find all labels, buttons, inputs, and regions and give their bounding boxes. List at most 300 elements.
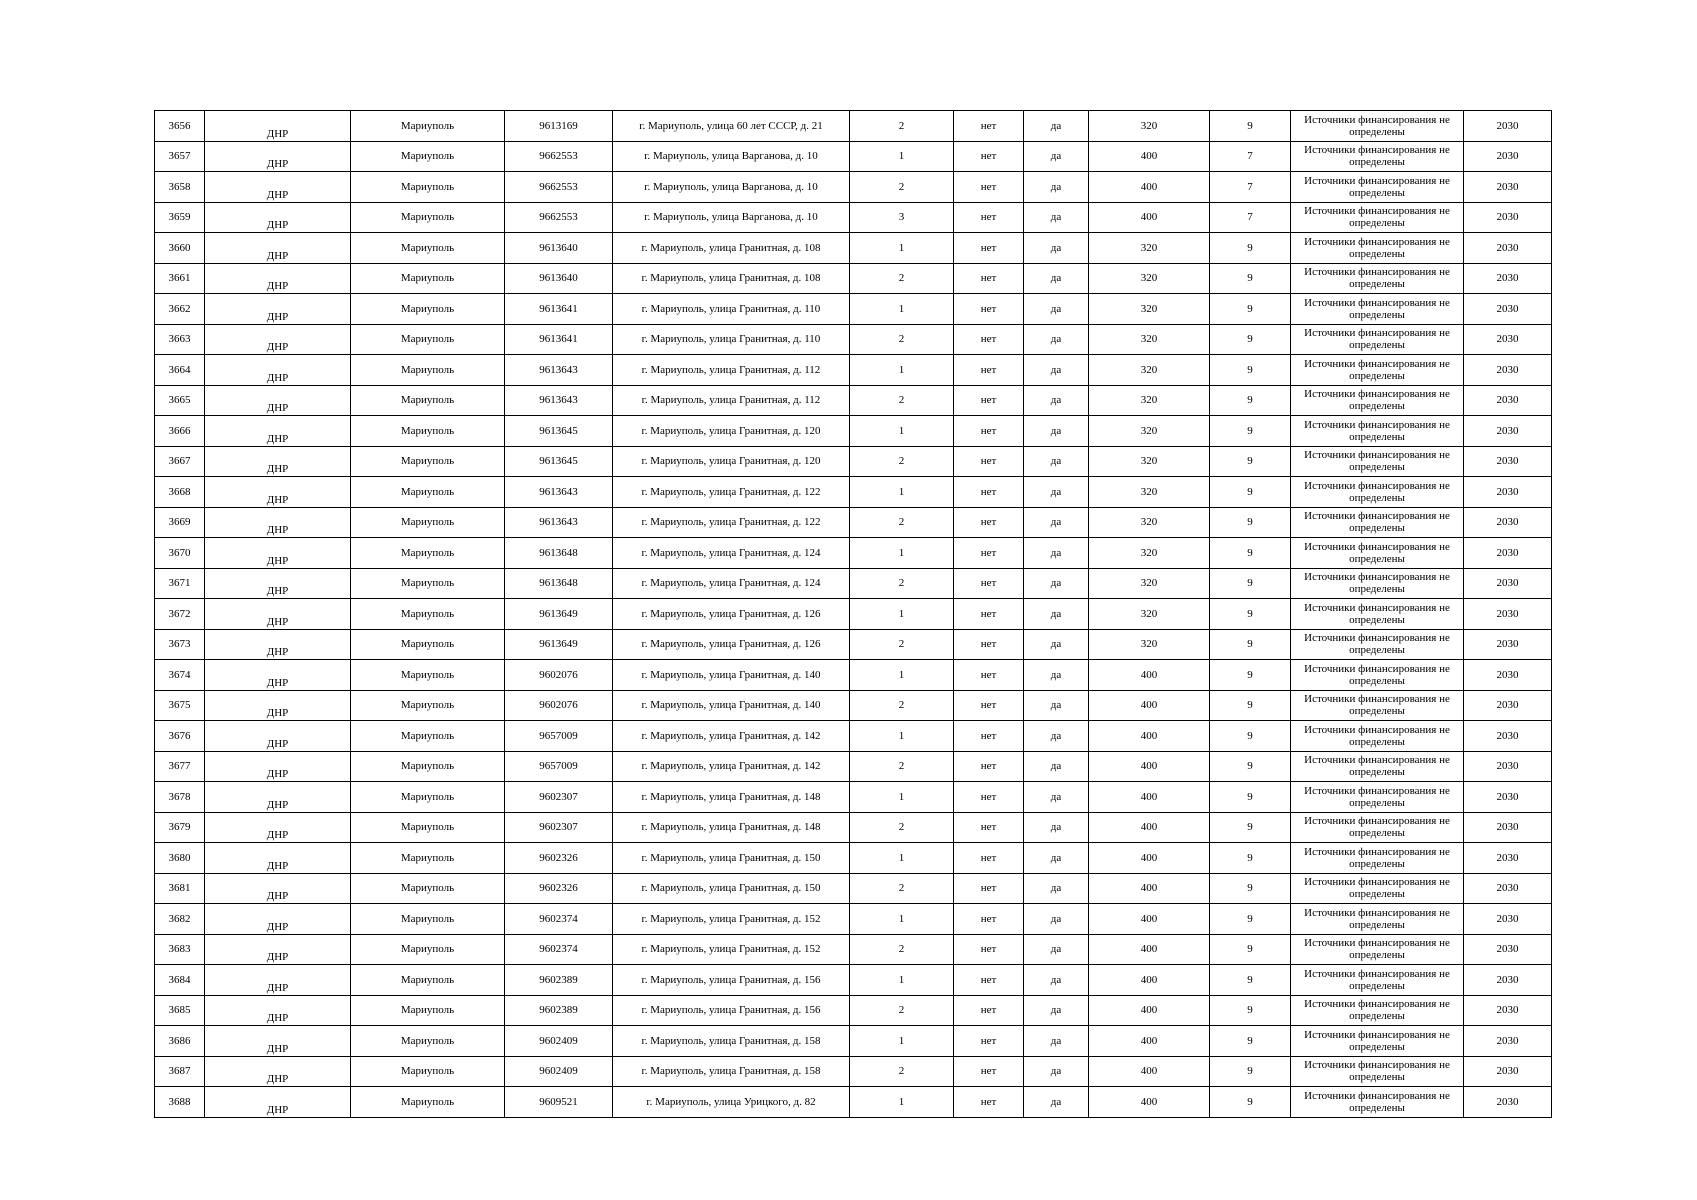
address-cell: г. Мариуполь, улица Гранитная, д. 108 [613,233,850,264]
floors-cell: 9 [1210,355,1291,386]
floors-cell: 9 [1210,538,1291,569]
no-cell: нет [954,1026,1024,1057]
year-cell: 2030 [1464,690,1552,721]
yes-cell: да [1024,1026,1089,1057]
floors-cell: 9 [1210,385,1291,416]
yes-cell: да [1024,1056,1089,1087]
row-number: 3684 [155,965,205,996]
city-cell: Мариуполь [351,202,505,233]
yes-cell: да [1024,202,1089,233]
year-cell: 2030 [1464,538,1552,569]
floors-cell: 9 [1210,324,1291,355]
address-cell: г. Мариуполь, улица Гранитная, д. 122 [613,507,850,538]
code-cell: 9602076 [505,690,613,721]
year-cell: 2030 [1464,782,1552,813]
entrance-cell: 2 [850,568,954,599]
financing-cell: Источники финансирования не определены [1291,751,1464,782]
region-cell: ДНР [205,1087,351,1118]
city-cell: Мариуполь [351,873,505,904]
capacity-cell: 320 [1089,294,1210,325]
data-table [154,110,1552,1118]
year-cell: 2030 [1464,324,1552,355]
city-cell: Мариуполь [351,446,505,477]
region-cell: ДНР [205,904,351,935]
city-cell: Мариуполь [351,385,505,416]
financing-cell: Источники финансирования не определены [1291,660,1464,691]
region-cell: ДНР [205,1026,351,1057]
city-cell: Мариуполь [351,507,505,538]
address-cell: г. Мариуполь, улица Гранитная, д. 156 [613,965,850,996]
region-cell: ДНР [205,568,351,599]
row-number: 3677 [155,751,205,782]
yes-cell: да [1024,782,1089,813]
city-cell: Мариуполь [351,599,505,630]
yes-cell: да [1024,111,1089,142]
floors-cell: 9 [1210,1056,1291,1087]
floors-cell: 9 [1210,904,1291,935]
entrance-cell: 1 [850,294,954,325]
no-cell: нет [954,599,1024,630]
floors-cell: 9 [1210,721,1291,752]
year-cell: 2030 [1464,904,1552,935]
financing-cell: Источники финансирования не определены [1291,294,1464,325]
region-cell: ДНР [205,538,351,569]
city-cell: Мариуполь [351,1087,505,1118]
capacity-cell: 320 [1089,324,1210,355]
no-cell: нет [954,568,1024,599]
address-cell: г. Мариуполь, улица Гранитная, д. 148 [613,782,850,813]
financing-cell: Источники финансирования не определены [1291,995,1464,1026]
yes-cell: да [1024,843,1089,874]
entrance-cell: 1 [850,843,954,874]
yes-cell: да [1024,172,1089,203]
financing-cell: Источники финансирования не определены [1291,202,1464,233]
capacity-cell: 400 [1089,995,1210,1026]
city-cell: Мариуполь [351,294,505,325]
no-cell: нет [954,904,1024,935]
yes-cell: да [1024,660,1089,691]
entrance-cell: 1 [850,233,954,264]
capacity-cell: 320 [1089,507,1210,538]
financing-cell: Источники финансирования не определены [1291,416,1464,447]
row-number: 3687 [155,1056,205,1087]
capacity-cell: 400 [1089,934,1210,965]
row-number: 3661 [155,263,205,294]
address-cell: г. Мариуполь, улица Гранитная, д. 124 [613,538,850,569]
capacity-cell: 400 [1089,1087,1210,1118]
code-cell: 9602389 [505,995,613,1026]
address-cell: г. Мариуполь, улица Урицкого, д. 82 [613,1087,850,1118]
address-cell: г. Мариуполь, улица Варганова, д. 10 [613,202,850,233]
row-number: 3685 [155,995,205,1026]
financing-cell: Источники финансирования не определены [1291,873,1464,904]
floors-cell: 9 [1210,263,1291,294]
region-cell: ДНР [205,782,351,813]
row-number: 3676 [155,721,205,752]
year-cell: 2030 [1464,202,1552,233]
address-cell: г. Мариуполь, улица Гранитная, д. 126 [613,599,850,630]
region-cell: ДНР [205,446,351,477]
region-cell: ДНР [205,721,351,752]
table-body [155,111,1552,1118]
yes-cell: да [1024,233,1089,264]
no-cell: нет [954,385,1024,416]
address-cell: г. Мариуполь, улица Гранитная, д. 120 [613,416,850,447]
yes-cell: да [1024,385,1089,416]
code-cell: 9602076 [505,660,613,691]
address-cell: г. Мариуполь, улица Гранитная, д. 150 [613,873,850,904]
no-cell: нет [954,1087,1024,1118]
year-cell: 2030 [1464,294,1552,325]
region-cell: ДНР [205,385,351,416]
row-number: 3672 [155,599,205,630]
row-number: 3658 [155,172,205,203]
row-number: 3665 [155,385,205,416]
table-row [155,568,1552,599]
table-row [155,1056,1552,1087]
financing-cell: Источники финансирования не определены [1291,599,1464,630]
capacity-cell: 400 [1089,141,1210,172]
code-cell: 9602307 [505,782,613,813]
address-cell: г. Мариуполь, улица Гранитная, д. 142 [613,721,850,752]
capacity-cell: 320 [1089,477,1210,508]
financing-cell: Источники финансирования не определены [1291,446,1464,477]
year-cell: 2030 [1464,934,1552,965]
table-row [155,782,1552,813]
code-cell: 9613648 [505,538,613,569]
floors-cell: 9 [1210,507,1291,538]
row-number: 3686 [155,1026,205,1057]
region-cell: ДНР [205,751,351,782]
city-cell: Мариуполь [351,477,505,508]
floors-cell: 9 [1210,629,1291,660]
entrance-cell: 2 [850,873,954,904]
city-cell: Мариуполь [351,263,505,294]
yes-cell: да [1024,507,1089,538]
row-number: 3664 [155,355,205,386]
row-number: 3679 [155,812,205,843]
floors-cell: 7 [1210,172,1291,203]
table-row [155,690,1552,721]
floors-cell: 9 [1210,568,1291,599]
no-cell: нет [954,446,1024,477]
region-cell: ДНР [205,111,351,142]
table-row [155,812,1552,843]
financing-cell: Источники финансирования не определены [1291,721,1464,752]
financing-cell: Источники финансирования не определены [1291,904,1464,935]
no-cell: нет [954,965,1024,996]
yes-cell: да [1024,477,1089,508]
capacity-cell: 400 [1089,782,1210,813]
entrance-cell: 1 [850,660,954,691]
row-number: 3668 [155,477,205,508]
floors-cell: 9 [1210,660,1291,691]
row-number: 3666 [155,416,205,447]
entrance-cell: 2 [850,1056,954,1087]
region-cell: ДНР [205,141,351,172]
financing-cell: Источники финансирования не определены [1291,568,1464,599]
code-cell: 9613645 [505,416,613,447]
financing-cell: Источники финансирования не определены [1291,324,1464,355]
address-cell: г. Мариуполь, улица Гранитная, д. 112 [613,385,850,416]
capacity-cell: 400 [1089,843,1210,874]
entrance-cell: 1 [850,599,954,630]
region-cell: ДНР [205,629,351,660]
region-cell: ДНР [205,599,351,630]
entrance-cell: 2 [850,934,954,965]
region-cell: ДНР [205,233,351,264]
no-cell: нет [954,782,1024,813]
entrance-cell: 2 [850,812,954,843]
yes-cell: да [1024,263,1089,294]
capacity-cell: 400 [1089,1056,1210,1087]
row-number: 3662 [155,294,205,325]
city-cell: Мариуполь [351,812,505,843]
city-cell: Мариуполь [351,690,505,721]
table-row [155,843,1552,874]
yes-cell: да [1024,904,1089,935]
row-number: 3657 [155,141,205,172]
city-cell: Мариуполь [351,1056,505,1087]
row-number: 3688 [155,1087,205,1118]
no-cell: нет [954,263,1024,294]
yes-cell: да [1024,141,1089,172]
entrance-cell: 2 [850,751,954,782]
yes-cell: да [1024,965,1089,996]
code-cell: 9613645 [505,446,613,477]
yes-cell: да [1024,1087,1089,1118]
table-row [155,385,1552,416]
region-cell: ДНР [205,416,351,447]
floors-cell: 9 [1210,446,1291,477]
financing-cell: Источники финансирования не определены [1291,1056,1464,1087]
no-cell: нет [954,111,1024,142]
no-cell: нет [954,690,1024,721]
financing-cell: Источники финансирования не определены [1291,355,1464,386]
year-cell: 2030 [1464,355,1552,386]
address-cell: г. Мариуполь, улица Гранитная, д. 108 [613,263,850,294]
financing-cell: Источники финансирования не определены [1291,1026,1464,1057]
code-cell: 9602389 [505,965,613,996]
code-cell: 9662553 [505,202,613,233]
city-cell: Мариуполь [351,904,505,935]
code-cell: 9613640 [505,233,613,264]
entrance-cell: 2 [850,995,954,1026]
table-row [155,751,1552,782]
floors-cell: 9 [1210,111,1291,142]
financing-cell: Источники финансирования не определены [1291,965,1464,996]
city-cell: Мариуполь [351,416,505,447]
floors-cell: 9 [1210,995,1291,1026]
entrance-cell: 2 [850,446,954,477]
year-cell: 2030 [1464,263,1552,294]
year-cell: 2030 [1464,111,1552,142]
region-cell: ДНР [205,263,351,294]
code-cell: 9602409 [505,1026,613,1057]
entrance-cell: 1 [850,721,954,752]
row-number: 3678 [155,782,205,813]
table-row [155,965,1552,996]
region-cell: ДНР [205,1056,351,1087]
entrance-cell: 2 [850,690,954,721]
no-cell: нет [954,172,1024,203]
table-row [155,721,1552,752]
floors-cell: 9 [1210,934,1291,965]
financing-cell: Источники финансирования не определены [1291,477,1464,508]
financing-cell: Источники финансирования не определены [1291,629,1464,660]
row-number: 3659 [155,202,205,233]
entrance-cell: 1 [850,782,954,813]
row-number: 3663 [155,324,205,355]
city-cell: Мариуполь [351,233,505,264]
row-number: 3670 [155,538,205,569]
city-cell: Мариуполь [351,995,505,1026]
entrance-cell: 1 [850,965,954,996]
table-row [155,294,1552,325]
year-cell: 2030 [1464,1026,1552,1057]
financing-cell: Источники финансирования не определены [1291,141,1464,172]
yes-cell: да [1024,995,1089,1026]
floors-cell: 9 [1210,843,1291,874]
table-row [155,141,1552,172]
year-cell: 2030 [1464,477,1552,508]
entrance-cell: 2 [850,385,954,416]
capacity-cell: 320 [1089,599,1210,630]
capacity-cell: 320 [1089,538,1210,569]
table-row [155,111,1552,142]
code-cell: 9613640 [505,263,613,294]
no-cell: нет [954,294,1024,325]
row-number: 3673 [155,629,205,660]
table-row [155,538,1552,569]
entrance-cell: 3 [850,202,954,233]
table-row [155,172,1552,203]
year-cell: 2030 [1464,599,1552,630]
year-cell: 2030 [1464,995,1552,1026]
no-cell: нет [954,1056,1024,1087]
no-cell: нет [954,660,1024,691]
yes-cell: да [1024,294,1089,325]
city-cell: Мариуполь [351,324,505,355]
year-cell: 2030 [1464,721,1552,752]
city-cell: Мариуполь [351,965,505,996]
no-cell: нет [954,843,1024,874]
yes-cell: да [1024,446,1089,477]
financing-cell: Источники финансирования не определены [1291,385,1464,416]
entrance-cell: 1 [850,477,954,508]
financing-cell: Источники финансирования не определены [1291,812,1464,843]
year-cell: 2030 [1464,660,1552,691]
capacity-cell: 400 [1089,904,1210,935]
code-cell: 9613641 [505,294,613,325]
yes-cell: да [1024,416,1089,447]
address-cell: г. Мариуполь, улица Гранитная, д. 110 [613,294,850,325]
capacity-cell: 400 [1089,660,1210,691]
year-cell: 2030 [1464,812,1552,843]
entrance-cell: 1 [850,355,954,386]
region-cell: ДНР [205,477,351,508]
address-cell: г. Мариуполь, улица Гранитная, д. 112 [613,355,850,386]
financing-cell: Источники финансирования не определены [1291,934,1464,965]
table-row [155,202,1552,233]
financing-cell: Источники финансирования не определены [1291,263,1464,294]
yes-cell: да [1024,629,1089,660]
floors-cell: 7 [1210,202,1291,233]
region-cell: ДНР [205,843,351,874]
address-cell: г. Мариуполь, улица Гранитная, д. 140 [613,690,850,721]
capacity-cell: 320 [1089,629,1210,660]
floors-cell: 9 [1210,690,1291,721]
table-row [155,477,1552,508]
floors-cell: 9 [1210,965,1291,996]
financing-cell: Источники финансирования не определены [1291,690,1464,721]
no-cell: нет [954,934,1024,965]
city-cell: Мариуполь [351,1026,505,1057]
table-row [155,446,1552,477]
table-row [155,934,1552,965]
code-cell: 9613643 [505,355,613,386]
year-cell: 2030 [1464,873,1552,904]
capacity-cell: 320 [1089,111,1210,142]
yes-cell: да [1024,538,1089,569]
row-number: 3682 [155,904,205,935]
year-cell: 2030 [1464,141,1552,172]
entrance-cell: 1 [850,1026,954,1057]
capacity-cell: 320 [1089,233,1210,264]
financing-cell: Источники финансирования не определены [1291,843,1464,874]
yes-cell: да [1024,721,1089,752]
yes-cell: да [1024,568,1089,599]
no-cell: нет [954,416,1024,447]
region-cell: ДНР [205,172,351,203]
financing-cell: Источники финансирования не определены [1291,507,1464,538]
floors-cell: 9 [1210,233,1291,264]
capacity-cell: 400 [1089,721,1210,752]
capacity-cell: 400 [1089,202,1210,233]
address-cell: г. Мариуполь, улица Гранитная, д. 120 [613,446,850,477]
address-cell: г. Мариуполь, улица Гранитная, д. 140 [613,660,850,691]
year-cell: 2030 [1464,233,1552,264]
capacity-cell: 320 [1089,568,1210,599]
floors-cell: 9 [1210,416,1291,447]
code-cell: 9602307 [505,812,613,843]
financing-cell: Источники финансирования не определены [1291,172,1464,203]
region-cell: ДНР [205,995,351,1026]
row-number: 3667 [155,446,205,477]
address-cell: г. Мариуполь, улица Гранитная, д. 152 [613,934,850,965]
capacity-cell: 320 [1089,446,1210,477]
address-cell: г. Мариуполь, улица Гранитная, д. 142 [613,751,850,782]
city-cell: Мариуполь [351,355,505,386]
row-number: 3674 [155,660,205,691]
no-cell: нет [954,751,1024,782]
year-cell: 2030 [1464,568,1552,599]
region-cell: ДНР [205,690,351,721]
address-cell: г. Мариуполь, улица Гранитная, д. 148 [613,812,850,843]
no-cell: нет [954,324,1024,355]
address-cell: г. Мариуполь, улица Гранитная, д. 124 [613,568,850,599]
floors-cell: 9 [1210,782,1291,813]
address-cell: г. Мариуполь, улица Варганова, д. 10 [613,172,850,203]
no-cell: нет [954,721,1024,752]
no-cell: нет [954,477,1024,508]
table-row [155,233,1552,264]
address-cell: г. Мариуполь, улица Гранитная, д. 152 [613,904,850,935]
code-cell: 9602374 [505,934,613,965]
city-cell: Мариуполь [351,721,505,752]
financing-cell: Источники финансирования не определены [1291,233,1464,264]
floors-cell: 9 [1210,477,1291,508]
